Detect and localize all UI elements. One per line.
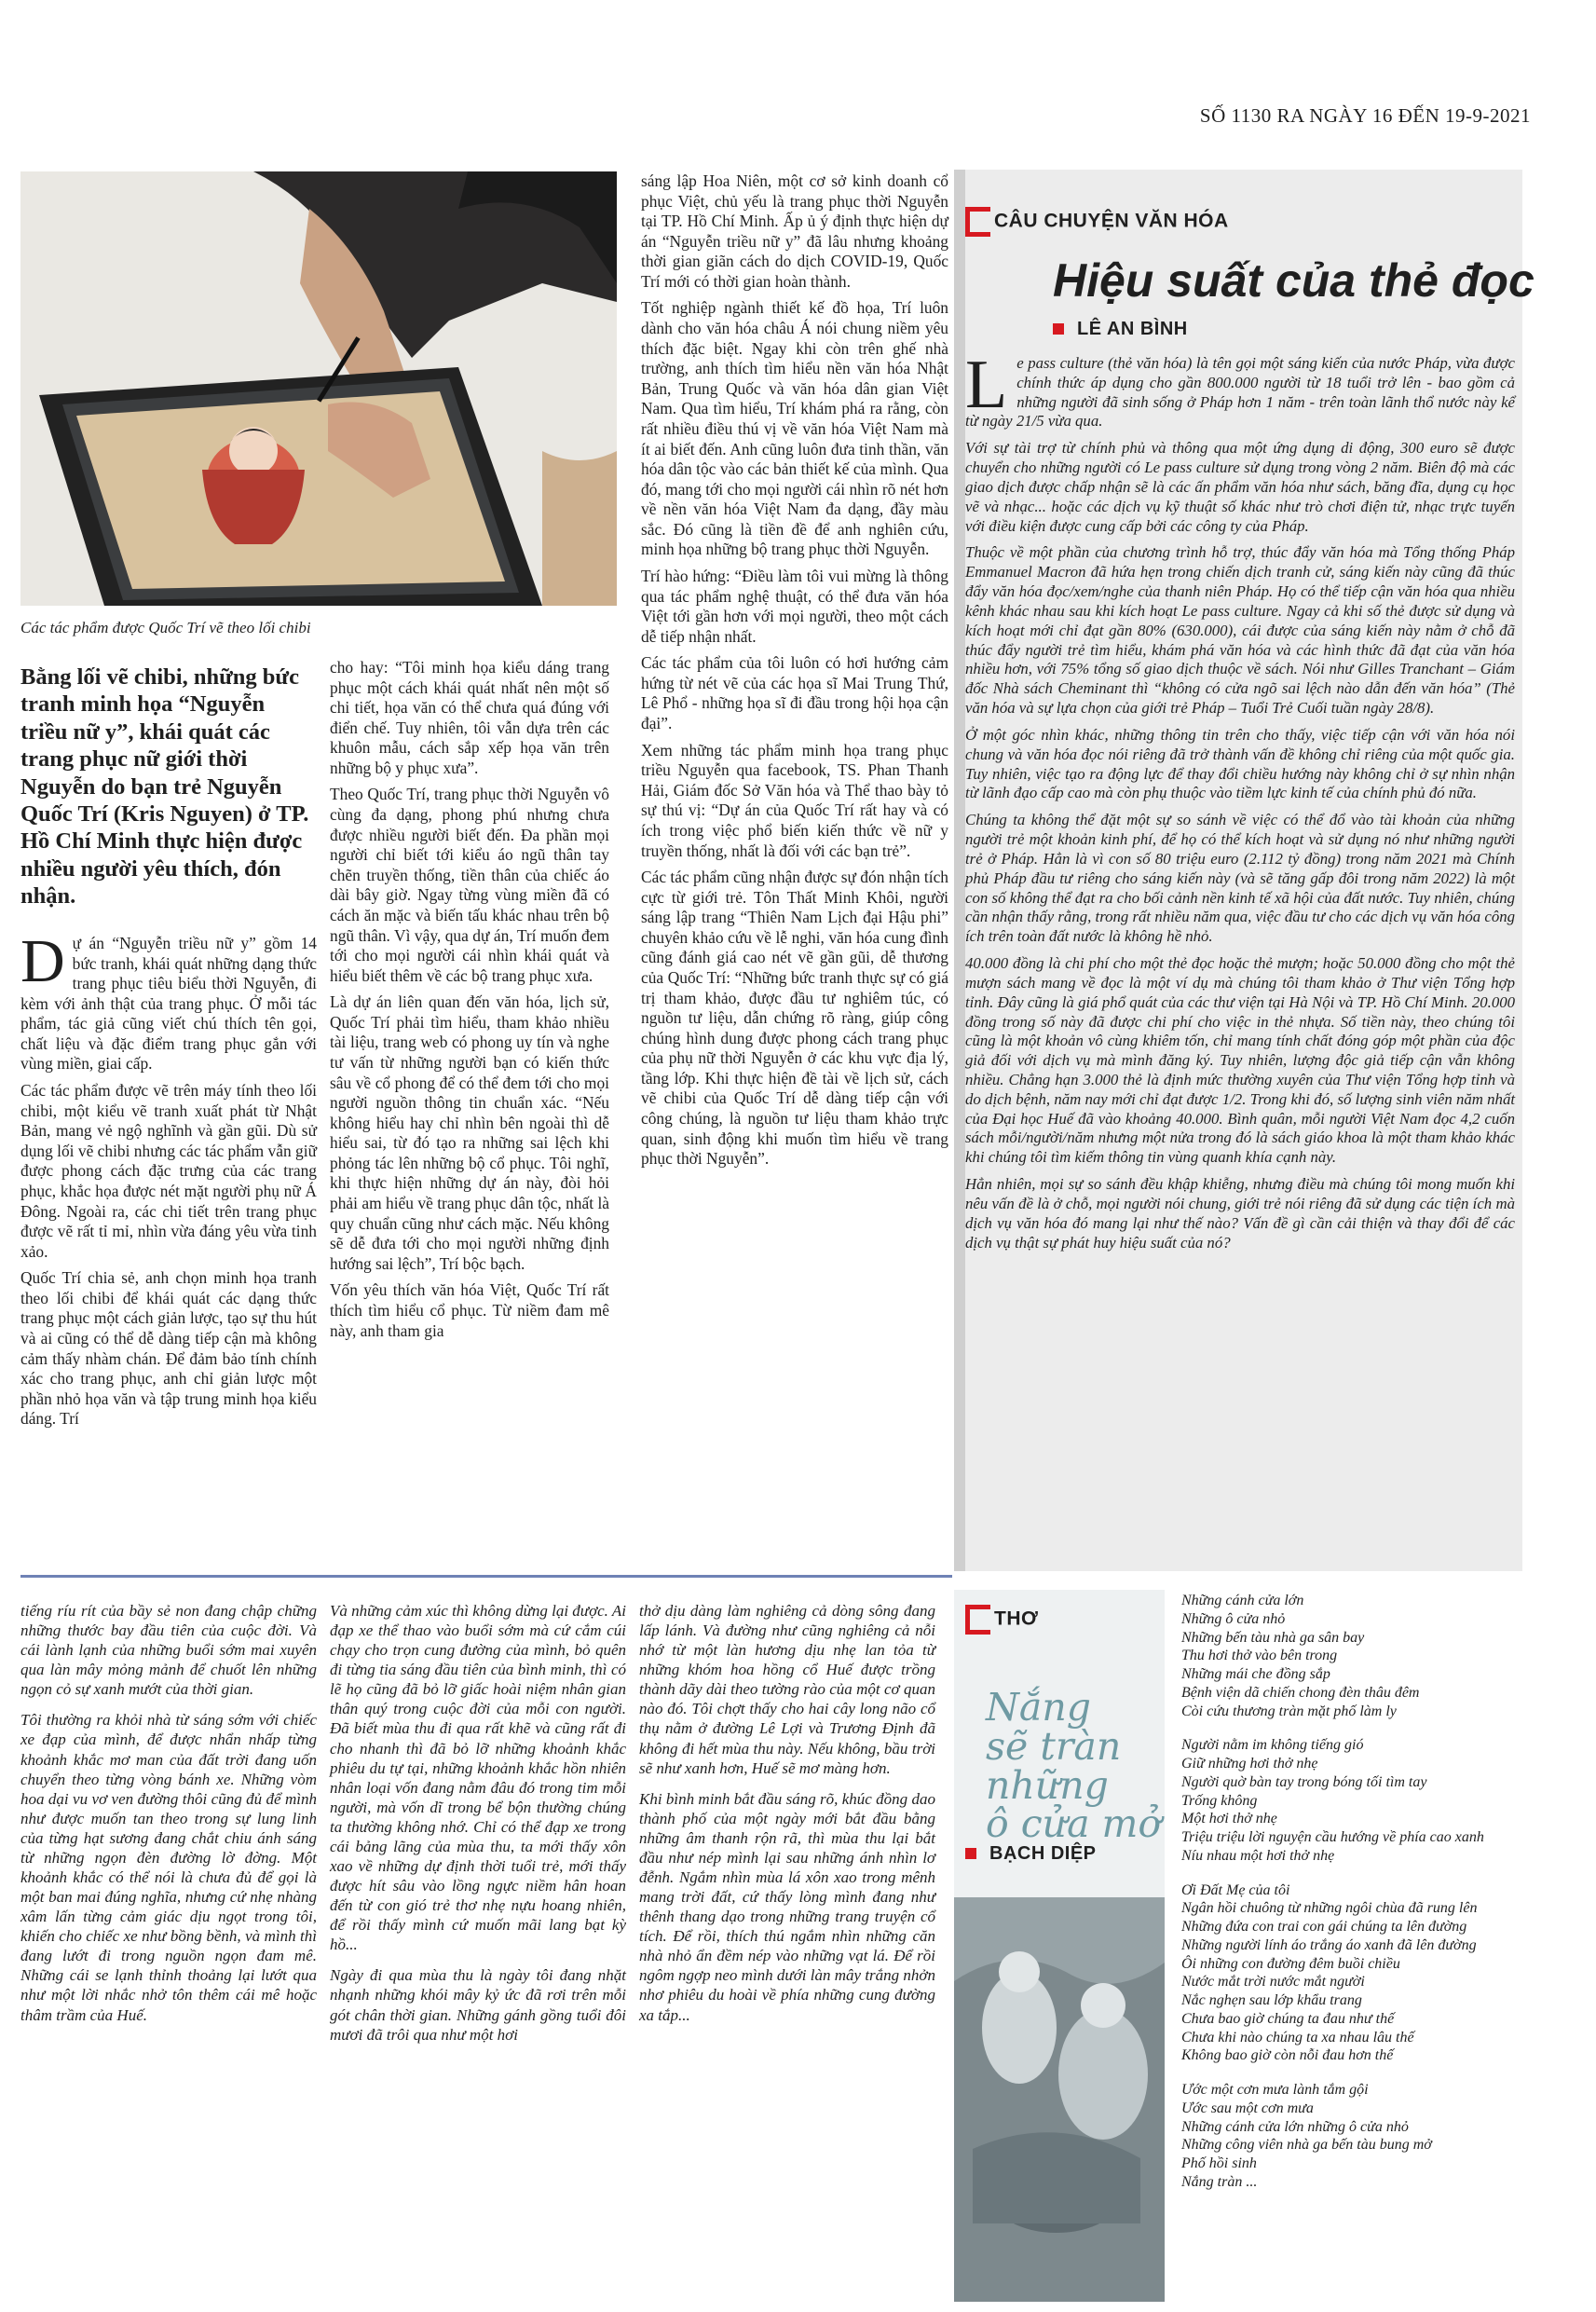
article-photo [20, 171, 617, 606]
poem-stanza [1181, 1592, 1535, 1720]
poem-body [1181, 1592, 1535, 2208]
poem-line: Những cánh cửa lớn những ô cửa nhỏ [1181, 2118, 1409, 2135]
poem-line: Những bến tàu nhà ga sân bay [1181, 1629, 1365, 1646]
drop-cap: L [965, 347, 1008, 423]
article2-column-3 [639, 1601, 935, 2036]
poem-line: Một hơi thở nhẹ [1181, 1811, 1277, 1827]
paragraph: thở dịu dàng làm nghiêng cả dòng sông đang lấp lánh. Và đường như cũng nghiêng cả nỗi nhớ từ một làn hương dịu nhẹ lan tỏa từ những khóm hoa hồng cổ Huế được trồng thành dãy dài theo tường rào của một cơ quan nào đó. Tôi chợt thấy cho hai cây long não cổ thụ nằm ở đường Lê Lợi và Trương Định đã không đi hết mùa thu này. Nếu không, bầu trời sẽ như xanh hơn, Huế sẽ mơ màng hơn. [639, 1602, 935, 1777]
paragraph: e pass culture (thẻ văn hóa) là tên gọi một sáng kiến của nước Pháp, vừa được chính thức áp dụng cho gần 800.000 người từ 18 tuổi trở lên - bao gồm cả những người đã sinh sống ở Pháp hơn 1 năm - trên toàn lãnh thổ nước này kể từ ngày 21/5 vừa qua. [965, 354, 1515, 431]
culture-author [1053, 319, 1188, 340]
paragraph: Các tác phẩm của tôi luôn có hơi hướng cảm hứng từ nét vẽ của các họa sĩ Mai Trung Thứ, Lê Phổ - những họa sĩ đi đầu trong hội họa cận đại”. [641, 653, 948, 733]
paragraph: Ngày đi qua mùa thu là ngày tôi đang nhặt nhạnh những khói mây kỷ ức đã rơi trên mỗi gót chân thời gian. Những gánh gồng tuổi đôi mươi đã trôi qua như một hơi [330, 1966, 626, 2044]
section-label: CÂU CHUYỆN VĂN HÓA [994, 210, 1229, 232]
paragraph: cho hay: “Tôi minh họa kiểu dáng trang phục một cách khái quát nhất nên một số chi tiết, họa văn có thể chưa quá đúng với điển chế. Tuy nhiên, tôi vẫn dựa trên các khuôn mẫu, cách sắp xếp họa văn trên những bộ y phục xưa”. [330, 658, 609, 777]
poem-line: Chưa bao giờ chúng ta đau như thế [1181, 2010, 1395, 2027]
paragraph: 40.000 đồng là chi phí cho một thẻ đọc hoặc thẻ mượn; hoặc 50.000 đồng cho một thẻ mượn sách mang về đọc là một ví dụ mà chúng tôi tham khảo ở Thư viện Tổng hợp tỉnh. Đây cũng là giá phổ quát của các thư viện tại Hà Nội và TP. Hồ Chí Minh. 20.000 đồng trong số này đã được chi phí cho việc in thẻ nhựa. Số tiền này, theo chúng tôi cũng là một khoản vô cùng khiêm tốn, chỉ mang tính chất đóng góp một phần của độc giả đối với dịch vụ mà mình đăng ký. Tuy nhiên, lượng độc giả tiếp cận vẫn không nhiều. Chẳng hạn 3.000 thẻ là định mức thường xuyên của Thư viện Tổng hợp tỉnh và do dịch bệnh, năm nay mới chỉ đạt được 1/2. Trong khi đó, số lượng sinh viên năm nhất của Đại học Huế đã vào khoảng 40.000. Bình quân, mỗi người Việt Nam đọc 4,2 cuốn sách mỗi/người/năm nhưng một nửa trong đó là sách giáo khoa là một tham khảo khác khi chúng tôi tìm kiếm thông tin vùng quanh khía cạnh này. [965, 954, 1515, 1167]
poem-line: Ơi Đất Mẹ của tôi [1181, 1881, 1290, 1898]
poem-line: Ôi những con đường đêm buồi chiều [1181, 1955, 1400, 1972]
poem-line: Bệnh viện dã chiến chong đèn thâu đêm [1181, 1684, 1420, 1701]
red-square-icon [1053, 323, 1064, 335]
poem-line: Chưa khi nào chúng ta xa nhau lâu thế [1181, 2029, 1414, 2045]
issue-header: SỐ 1130 RA NGÀY 16 ĐẾN 19-9-2021 [1199, 104, 1531, 127]
poem-title-line: những [986, 1762, 1109, 1808]
article1-column-2 [330, 658, 609, 1348]
paragraph: Theo Quốc Trí, trang phục thời Nguyễn vô cùng đa dạng, phong phú nhưng chưa được nhiều người biết đến. Đa phần mọi người chỉ biết tới kiểu áo ngũ thân tay chẽn truyền thống, tiền thân của chiếc áo dài bây giờ. Ngay từng vùng miền đã có cách ăn mặc và biến tấu khác nhau trên bộ ngũ thân. Vì vậy, qua dự án, Trí muốn đem tới cho mọi người cái nhìn khái quát và hiểu biết thêm về các bộ trang phục xưa. [330, 785, 609, 985]
poem-line: Còi cứu thương tràn mặt phố làm ly [1181, 1703, 1397, 1719]
paragraph: Tôi thường ra khỏi nhà từ sáng sớm với chiếc xe đạp của mình, để được nhẩn nhấp từng khoảnh khắc mơ man của đất trời đang uốn chuyển theo từng vòng bánh xe. Những vòm hoa dại vu vơ ven đường thôi cũng đủ để mình như được muốn tan theo trong sự lung linh của từng hạt sương đang chắt chiu ánh sáng từ những ngọn đèn đường lờ đờng. Một khoảnh khắc có thể nói là chưa đủ để gọi là một ban mai đúng nghĩa, nhưng cứ nhẹ nhàng xâm lấn từng cảm giác dịu ngọt trong tôi, khiến cho chiếc xe như bồng bềnh, và mình thì đang lướt đi trong nguồn ngọn đam mê. Những cái se lạnh thỉnh thoảng lại lướt qua như một lời nhắc nhở tôn thêm cái mê hoặc thâm trầm của Huế. [20, 1711, 317, 2024]
paragraph: Thuộc về một phần của chương trình hỗ trợ, thúc đẩy văn hóa mà Tổng thống Pháp Emmanuel Macron đã hứa hẹn trong chiến dịch tranh cử, sáng kiến này cũng đã thúc đẩy văn hóa đọc/xem/nghe của thanh niên Pháp. Họ có thể tiếp cận văn hóa qua nhiều kênh khác nhau sau khi kích hoạt Le pass culture. Ngay cả khi số thẻ được sử dụng và kích hoạt mới chỉ đạt gần 80% (630.000), cái được của sáng kiến này nằm ở chỗ đã thúc đẩy người trẻ tìm hiểu, khám phá văn hóa và các hình thức đã đạt của văn hóa nhiều hơn, với 75% tổng số giao dịch thuộc về sách. Nói như Gilles Tranchant – Giám đốc Nhà sách Cheminant thì “không có cửa ngõ sai lệch nào dẫn đến văn hóa” (Thẻ văn hóa và sự lựa chọn của giới trẻ Pháp – Tuổi Trẻ Cuối tuần ngày 28/8). [965, 543, 1515, 718]
article2-column-2 [330, 1601, 626, 2056]
section-bracket-icon [965, 207, 990, 237]
article1-column-3 [641, 171, 948, 1176]
photo-caption: Các tác phẩm được Quốc Trí vẽ theo lối chibi [20, 619, 311, 636]
section-heading-poetry [965, 1605, 1038, 1635]
paragraph: ự án “Nguyễn triều nữ y” gồm 14 bức tranh, khái quát những dạng thức trang phục tiêu biểu thời Nguyễn, đi kèm với ảnh thật của trang phục. Ở mỗi tác phẩm, tác giả cũng viết chú thích tên gọi, chất liệu và đặc điểm trang phục gắn với vùng miền, giai cấp. [20, 934, 317, 1074]
poem-author [965, 1843, 1097, 1865]
poem-line: Những ô cửa nhỏ [1181, 1610, 1286, 1627]
poem-line: Những người lính áo trắng áo xanh đã lên đường [1181, 1936, 1477, 1953]
poem-line: Những đứa con trai con gái chúng ta lên đường [1181, 1919, 1467, 1935]
paragraph: Vốn yêu thích văn hóa Việt, Quốc Trí rất thích tìm hiểu cổ phục. Từ niềm đam mê này, anh tham gia [330, 1280, 609, 1340]
poem-line: Phố hồi sinh [1181, 2155, 1257, 2171]
paragraph: Các tác phẩm cũng nhận được sự đón nhận tích cực từ giới trẻ. Tôn Thất Minh Khôi, người sáng lập trang “Thiên Nam Lịch đại Hậu phi” chuyên khảo cứu về lễ nghi, văn hóa cung đình cũng đánh giá cao nét vẽ gần gũi, dễ thương của Quốc Trí: “Những bức tranh thực sự có giá trị tham khảo, được đầu tư nghiêm túc, có nguồn tư liệu, dẫn chứng rõ ràng, giúp công chúng hình dung được phong cách trang phục của phụ nữ thời Nguyễn ở các khu vực địa lý, tầng lớp. Khi thực hiện đề tài về lịch sử, cách vẽ chibi của Quốc Trí dễ dàng tiếp cận với công chúng, là nguồn tư liệu tham khảo trực quan, sinh động khi muốn tìm hiểu về trang phục thời Nguyễn”. [641, 868, 948, 1169]
poem-title-line: Nắng [986, 1685, 1091, 1730]
poem-line: Nắc nghẹn sau lớp khẩu trang [1181, 1992, 1362, 2008]
paragraph: Các tác phẩm được vẽ trên máy tính theo lối chibi, một kiểu vẽ tranh xuất phát từ Nhật Bản, mang vẻ ngộ nghĩnh và gần gũi. Dù sử dụng lối vẽ chibi nhưng các tác phẩm vẫn giữ được phong cách đặc trưng của các trang phục, khắc họa được nét mặt người phụ nữ Á Đông. Ngoài ra, các chi tiết trên trang phục được vẽ rất tỉ mỉ, nhìn vừa đáng yêu vừa tinh xảo. [20, 1081, 317, 1261]
poem-line: Những công viên nhà ga bến tàu bung mở [1181, 2137, 1432, 2154]
poem-line: Giữ những hơi thở nhẹ [1181, 1756, 1318, 1772]
poem-title [986, 1685, 1163, 1847]
author-name: LÊ AN BÌNH [1077, 319, 1188, 339]
paragraph: Hẳn nhiên, mọi sự so sánh đều khập khiễng, nhưng điều mà chúng tôi mong muốn khi nêu vấn đề là ở chỗ, mọi người nói chung, giới trẻ nói riêng đã sử dụng các tiện ích mà dịch vụ văn hóa đó mang lại như thế nào? Vấn đề gì cần cải thiện và thay đổi để các dịch vụ thật sự phát huy hiệu suất của nó? [965, 1175, 1515, 1252]
poem-line: Ước sau một cơn mưa [1181, 2100, 1314, 2116]
culture-title: Hiệu suất của thẻ đọc [1053, 254, 1535, 307]
paragraph: Và những cảm xúc thì không dừng lại được. Ai đạp xe thể thao vào buổi sớm mà cứ cắm cúi chạy cho trọn cung đường của mình, bỏ quên đi từng tia sáng đầu tiên của bình minh, thì có lẽ họ cũng đã bỏ lỡ giấc hoài niệm nhân gian thân quý trong cuộc đời của mỗi con người. Đã biết mùa thu đi qua rất khẽ và cũng rất đi cho nhanh thì đã bỏ lỡ những khoảnh khắc phiêu du tự tại, những khoảnh khắc hồn nhiên nhân loại vốn đang nằm đâu đó trong tim mỗi người, mà vốn dĩ trong bể bộn thường chúng ta thường không nhớ. Chỉ có thể đạp xe trong cái bảng lãng của mùa thu, ta mới thấy xôn xao về những dự định thời tuổi trẻ, mới thấy được hít sâu vào lồng ngực niềm hân hoan đến từ con gió trẻ thơ nhẹ nựu hoang nhiên, để rồi thấy mình cứ muốn mãi lang bạt kỳ hồ... [330, 1602, 626, 1954]
poem-line: Những mái che đồng sắp [1181, 1666, 1330, 1682]
section-divider [20, 1575, 952, 1578]
culture-box-edge [954, 170, 965, 1571]
artist-drawing-tablet-image [20, 171, 617, 606]
paragraph: Tốt nghiệp ngành thiết kế đồ họa, Trí luôn dành cho văn hóa châu Á nói chung niềm yêu thích đặc biệt. Ngay khi còn trên ghế nhà trường, anh thích tìm hiểu nền văn hóa Nhật Bản, Trung Quốc và văn hóa dân gian Việt Nam. Qua tìm hiểu, Trí khám phá ra rằng, còn rất nhiều điều thú vị về văn hóa Việt Nam mà ít ai biết đến. Anh cũng luôn đưa tinh thần, văn hóa dân tộc vào các bản thiết kế của mình. Qua đó, mang tới cho mọi người cái nhìn rõ nét hơn về nền văn hóa Việt Nam đa dạng, đầy màu sắc. Đó cũng là tiền đề để anh nghiên cứu, minh họa những bộ trang phục thời Nguyễn. [641, 298, 948, 559]
poem-title-line: ô cửa mở [986, 1801, 1162, 1847]
paragraph: Trí hào hứng: “Điều làm tôi vui mừng là thông qua tác phẩm nghệ thuật, có thể đưa văn hóa Việt tới gần hơn với mọi người, theo một cách dễ tiếp nhận nhất. [641, 566, 948, 646]
poem-title-line: sẽ tràn [986, 1723, 1122, 1769]
author-name: BẠCH DIỆP [989, 1843, 1097, 1864]
article-lead: Bằng lối vẽ chibi, những bức tranh minh họa “Nguyễn triều nữ y”, khái quát các trang phục nữ giới thời Nguyễn do bạn trẻ Nguyễn Quốc Trí (Kris Nguyen) ở TP. Hồ Chí Minh thực hiện được nhiều người yêu thích, đón nhận. [20, 664, 309, 910]
culture-body [965, 347, 1515, 1260]
poem-stanza [1181, 2081, 1535, 2192]
section-label: THƠ [994, 1607, 1039, 1630]
poem-line: Những cánh cửa lớn [1181, 1593, 1304, 1608]
article1-column-1 [20, 927, 317, 1436]
poem-line: Không bao giờ còn nỗi đau hơn thế [1181, 2047, 1394, 2064]
section-heading-culture [965, 207, 1229, 237]
paragraph: Là dự án liên quan đến văn hóa, lịch sử, Quốc Trí phải tìm hiểu, tham khảo nhiều tài liệu, trang web có phong uy tín và nghe tư vấn từ những người bạn có kiến thức sâu về cổ phong để có thể đem tới cho mọi người nguồn thông tin chuẩn xác. “Nếu không hiểu hay chỉ nhìn bên ngoài thì dễ hiểu sai, từ đó tạo ra những sai lệch khi phỏng tác lên những bộ cổ phục. Tôi nghĩ, khi thực hiện những dự án này, đòi hỏi phải am hiểu về trang phục dân tộc, nhất là quy chuẩn cũng như cách mặc. Nếu không sẽ dễ đưa tới cho mọi người những định hướng sai lệch”, Trí bộc bạch. [330, 992, 609, 1273]
drop-cap: D [20, 927, 65, 995]
poem-line: Trống không [1181, 1792, 1258, 1809]
article2-column-1 [20, 1601, 317, 2036]
red-square-icon [965, 1848, 976, 1859]
paragraph: Quốc Trí chia sẻ, anh chọn minh họa tranh theo lối chibi để khái quát các dạng thức trang phục một cách giản lược, tạo sự thu hút và ai cũng có thể dễ dàng tiếp cận mà không cảm thấy nhàm chán. Để đảm bảo tính chính xác cho trang phục, anh chỉ giản lược một phần nhỏ họa văn và tập trung minh họa kiểu dáng. Trí [20, 1268, 317, 1429]
section-bracket-icon [965, 1605, 990, 1635]
poem-line: Ước một cơn mưa lành tắm gội [1181, 2082, 1369, 2098]
paragraph: Ở một góc nhìn khác, những thông tin trên cho thấy, việc tiếp cận với văn hóa nói chung và văn hóa đọc nói riêng đã trở thành vấn đề không chỉ riêng của một quốc gia. Tuy nhiên, việc tạo ra động lực để thay đổi chiều hướng này không chỉ ở sự nhìn nhận từ lãnh đạo cấp cao mà còn phụ thuộc vào tiềm lực kinh tế của chính phủ đó nữa. [965, 725, 1515, 802]
poem-line: Nước mắt trời nước mắt người [1181, 1974, 1365, 1991]
paragraph: tiếng ríu rít của bầy sẻ non đang chập chững những thước bay đầu tiên của cuộc đời. Và cái lành lạnh của những buổi sớm mai xuyên qua làn mây mỏng mảnh để chuốt lên những ngọn cỏ sự xanh mướt của thời gian. [20, 1602, 317, 1699]
poem-line: Người nằm im không tiếng gió [1181, 1737, 1364, 1754]
paragraph: Với sự tài trợ từ chính phủ và thông qua một ứng dụng di động, 300 euro sẽ được chuyển cho những người có Le pass culture sử dụng trong vòng 2 năm. Biên độ mà các giao dịch được chấp nhận sẽ là các ấn phẩm văn hóa như sách, băng đĩa, dụng cụ học vẽ và nhạc... hoặc các dịch vụ kỹ thuật số khác như trò chơi điện tử, nhạc trực tuyến với điều kiện được cung cấp bởi các công ty của Pháp. [965, 439, 1515, 535]
poem-stanza [1181, 1881, 1535, 2066]
poem-stanza [1181, 1736, 1535, 1865]
paragraph: Chúng ta không thể đặt một sự so sánh về việc có thể đổ vào tài khoản của những người trẻ một khoản kinh phí, để họ có thể kích hoạt và sử dụng nó như những người trẻ ở Pháp. Hẳn là vì con số 80 triệu euro (2.112 tỷ đồng) trong năm 2021 mà Chính phủ Pháp đầu tư riêng cho sáng kiến này (và sẽ tăng gấp đôi trong năm 2022) là một con số không thể đạt ra cho bối cảnh nền kinh tế xã hội của đất nước. Tuy nhiên, chúng cần nhận thấy rằng, trong rất nhiều năm qua, việc đầu tư cho các dịch vụ văn hóa công ích trên toàn đất nước là không hề nhỏ. [965, 811, 1515, 946]
poem-line: Triệu triệu lời nguyện cầu hướng về phía cao xanh [1181, 1829, 1484, 1845]
poem-line: Níu nhau một hơi thở nhẹ [1181, 1847, 1335, 1864]
poem-line: Nắng tràn ... [1181, 2173, 1258, 2190]
paragraph: Xem những tác phẩm minh họa trang phục triều Nguyễn qua facebook, TS. Phan Thanh Hải, Giám đốc Sở Văn hóa và Thể thao bày tỏ sự thú vị: “Dự án của Quốc Trí rất hay và có ích trong việc phổ biến kiến thức về nữ y truyền thống, nhất là đối với các bạn trẻ”. [641, 740, 948, 860]
poem-line: Người quờ bàn tay trong bóng tối tìm tay [1181, 1773, 1427, 1790]
paragraph: sáng lập Hoa Niên, một cơ sở kinh doanh cổ phục Việt, chủ yếu là trang phục thời Nguyễn tại TP. Hồ Chí Minh. Ấp ủ ý định thực hiện dự án “Nguyễn triều nữ y” đã lâu nhưng khoảng thời gian giãn cách do dịch COVID-19, Quốc Trí mới có thời gian hoàn thành. [641, 171, 948, 291]
poem-line: Thu hơi thở vào bên trong [1181, 1648, 1338, 1664]
poem-line: Ngân hồi chuông từ những ngôi chùa đã rung lên [1181, 1900, 1478, 1917]
paragraph: Khi bình minh bắt đầu sáng rõ, khúc đồng dao thành phố của một ngày mới bắt đầu bằng những âm thanh rộn rã, thì mùa thu lại bắt đầu như nép mình lại sau những ánh nhìn lơ đễnh. Ngắm nhìn mùa lá xôn xao trong mênh mang trời đất, cứ thấy lòng mình đang như thênh thang dạo trong những trang truyện cổ tích. Để rồi, thích thú ngắm nhìn những căn nhà nhỏ ẩn đềm nép vào những vạt lá. Để rồi ngôm ngợp neo mình dưới làn mây trắng nhởn nhơ phiêu du hoài về phía những cung đường xa tắp... [639, 1789, 935, 2024]
